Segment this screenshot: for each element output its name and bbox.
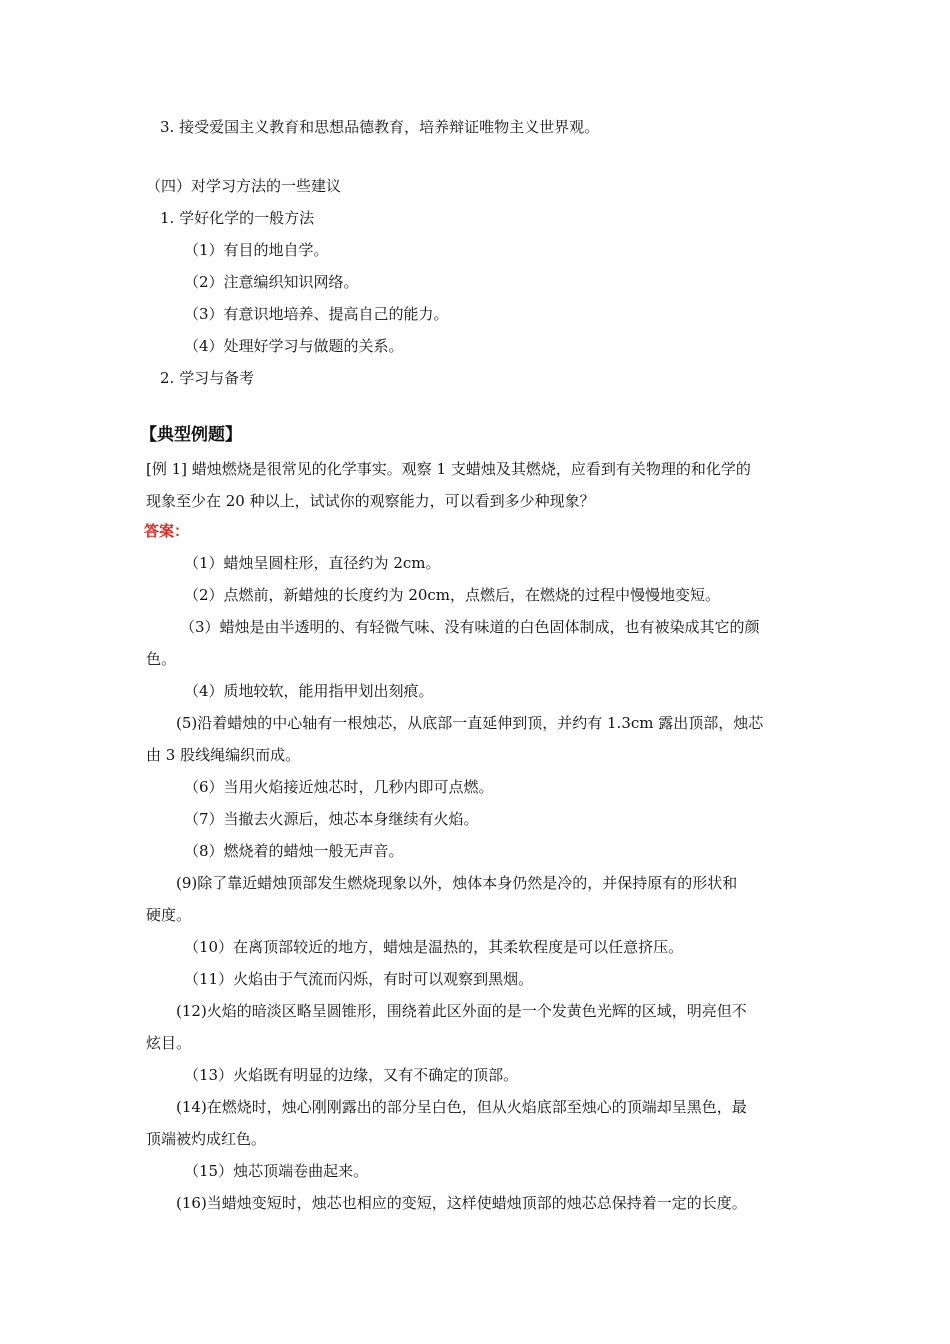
answer-label: 答案： — [144, 522, 190, 540]
answer-item-6: （6）当用火焰接近烛芯时，几秒内即可点燃。 — [184, 778, 494, 796]
examples-heading: 【典型例题】 — [140, 425, 242, 445]
answer-item-5-cont: 由 3 股线绳编织而成。 — [146, 746, 301, 764]
answer-item-14-cont: 顶端被灼成红色。 — [146, 1130, 267, 1148]
answer-item-8: （8）燃烧着的蜡烛一般无声音。 — [184, 842, 404, 860]
answer-item-12: (12)火焰的暗淡区略呈圆锥形，围绕着此区外面的是一个发黄色光辉的区域，明亮但不 — [176, 1002, 747, 1020]
example-question-line-1: [例 1] 蜡烛燃烧是很常见的化学事实。观察 1 支蜡烛及其燃烧，应看到有关物理的和化学的 — [146, 460, 751, 478]
section-4-title: （四）对学习方法的一些建议 — [146, 177, 342, 195]
answer-item-7: （7）当撤去火源后，烛芯本身继续有火焰。 — [184, 810, 479, 828]
answer-item-13: （13）火焰既有明显的边缘，又有不确定的顶部。 — [184, 1066, 519, 1084]
answer-item-3: （3）蜡烛是由半透明的、有轻微气味、没有味道的白色固体制成，也有被染成其它的颜 — [180, 618, 760, 636]
answer-item-14: (14)在燃烧时，烛心刚刚露出的部分呈白色，但从火焰底部至烛心的顶端却呈黑色，最 — [176, 1098, 747, 1116]
example-question-line-2: 现象至少在 20 种以上，试试你的观察能力，可以看到多少种现象？ — [146, 492, 595, 510]
answer-item-15: （15）烛芯顶端卷曲起来。 — [184, 1162, 369, 1180]
answer-item-3-cont: 色。 — [146, 650, 177, 668]
answer-item-5: (5)沿着蜡烛的中心轴有一根烛芯，从底部一直延伸到顶，并约有 1.3cm 露出顶部，烛芯 — [176, 714, 764, 732]
method-sub-1: （1）有目的地自学。 — [184, 241, 329, 259]
answer-item-11: （11）火焰由于气流而闪烁，有时可以观察到黑烟。 — [184, 970, 534, 988]
method-item-2: 2. 学习与备考 — [160, 369, 255, 387]
answer-item-4: （4）质地较软，能用指甲划出刻痕。 — [184, 682, 434, 700]
method-sub-3: （3）有意识地培养、提高自己的能力。 — [184, 305, 449, 323]
answer-item-12-cont: 炫目。 — [146, 1034, 192, 1052]
answer-item-9: (9)除了靠近蜡烛顶部发生燃烧现象以外，烛体本身仍然是冷的，并保持原有的形状和 — [176, 874, 738, 892]
answer-item-1: （1）蜡烛呈圆柱形，直径约为 2cm。 — [184, 554, 441, 572]
method-item-1: 1. 学好化学的一般方法 — [160, 209, 315, 227]
answer-item-9-cont: 硬度。 — [146, 906, 192, 924]
answer-item-2: （2）点燃前，新蜡烛的长度约为 20cm，点燃后，在燃烧的过程中慢慢地变短。 — [184, 586, 721, 604]
method-sub-4: （4）处理好学习与做题的关系。 — [184, 337, 404, 355]
answer-item-16: (16)当蜡烛变短时，烛芯也相应的变短，这样使蜡烛顶部的烛芯总保持着一定的长度。 — [176, 1194, 747, 1212]
method-sub-2: （2）注意编织知识网络。 — [184, 273, 359, 291]
answer-item-10: （10）在离顶部较近的地方，蜡烛是温热的，其柔软程度是可以任意挤压。 — [184, 938, 684, 956]
objective-item-3: 3. 接受爱国主义教育和思想品德教育，培养辩证唯物主义世界观。 — [160, 118, 600, 136]
